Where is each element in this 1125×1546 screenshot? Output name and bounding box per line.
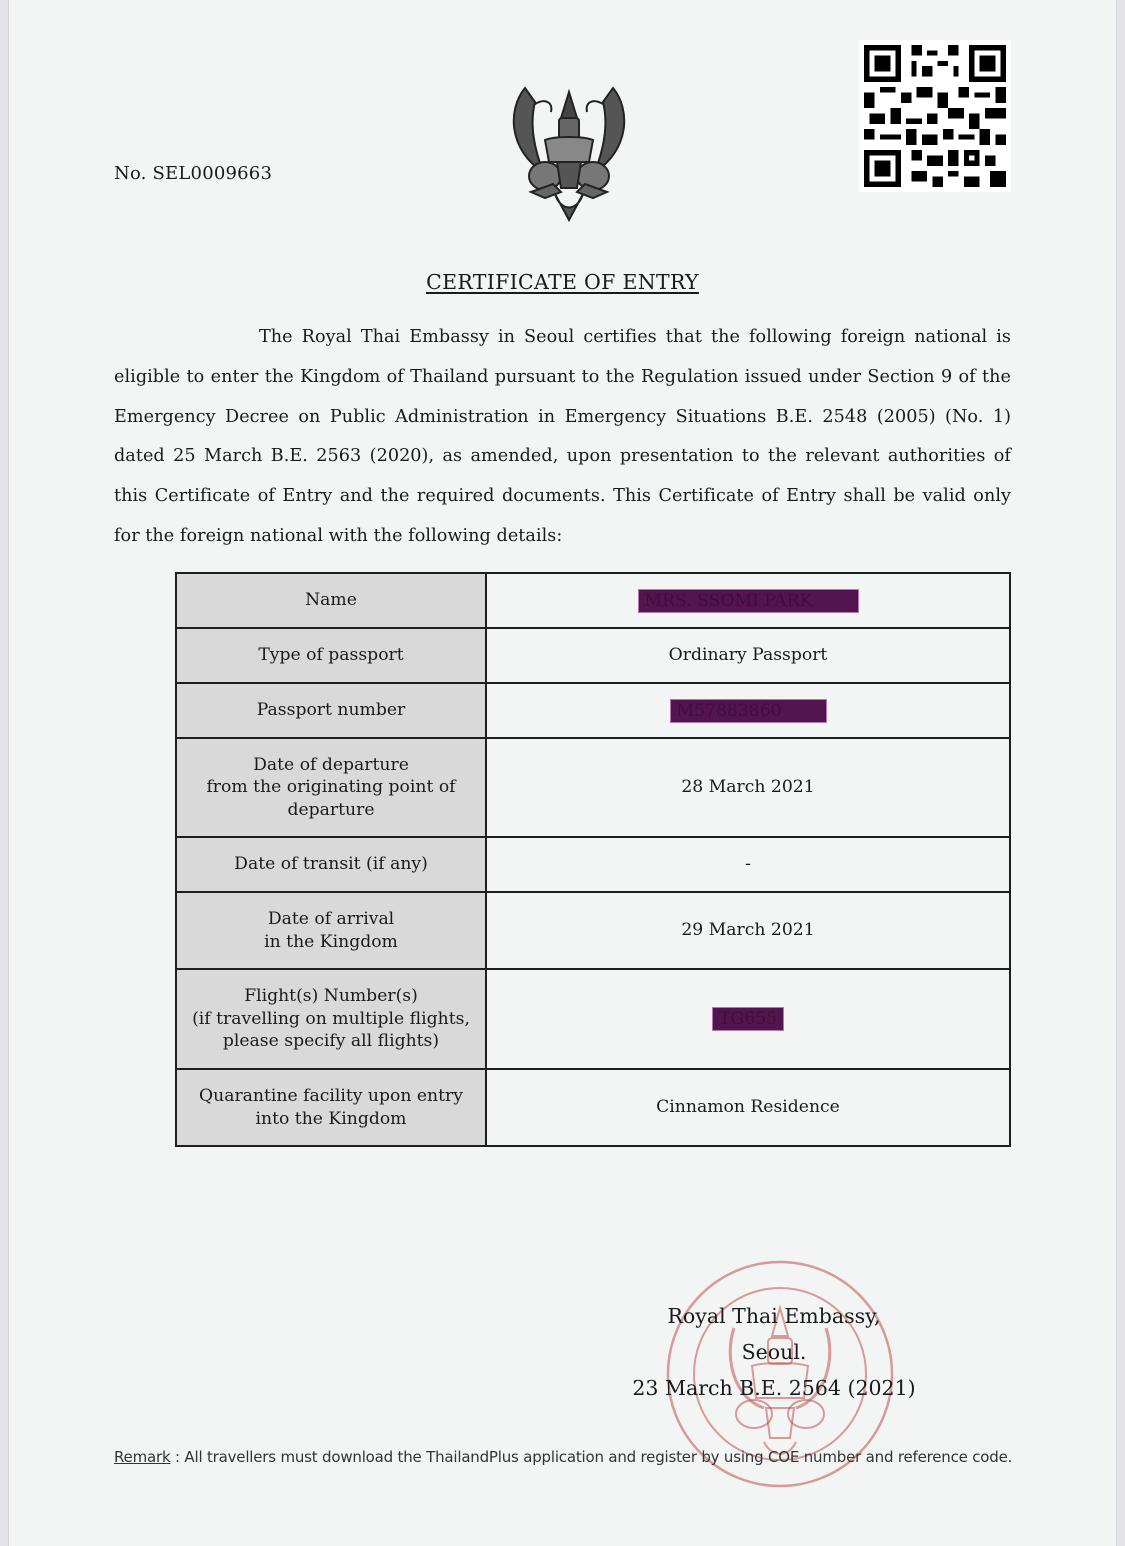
redacted-flight-number: TG655 <box>712 1007 784 1031</box>
redacted-passport-number: M57883860 <box>670 699 827 723</box>
row-value-flight-numbers <box>486 969 1010 1069</box>
table-row <box>176 573 1010 628</box>
remark-label: Remark <box>114 1448 171 1466</box>
signature-embassy: Royal Thai Embassy, <box>667 1304 881 1328</box>
row-label-passport-type: Type of passport <box>176 628 486 683</box>
row-label-flight-numbers: Flight(s) Number(s) (if travelling on multiple flights, please specify all flights) <box>176 969 486 1069</box>
garuda-emblem-icon <box>505 80 633 222</box>
row-value-name <box>486 573 1010 628</box>
row-value-quarantine: Cinnamon Residence <box>486 1069 1010 1146</box>
redacted-name: MRS. SSOMI PARK <box>638 589 859 613</box>
certificate-title: CERTIFICATE OF ENTRY <box>426 270 699 294</box>
remark-note <box>114 1448 1012 1466</box>
row-label-departure-date: Date of departure from the originating point of departure <box>176 738 486 837</box>
table-row <box>176 738 1010 837</box>
signature-city: Seoul. <box>741 1340 807 1364</box>
row-value-passport-number <box>486 683 1010 738</box>
table-row <box>176 837 1010 892</box>
row-value-passport-type: Ordinary Passport <box>486 628 1010 683</box>
signature-block <box>599 1298 949 1406</box>
document-number: No. SEL0009663 <box>114 163 273 184</box>
details-table <box>175 572 1011 1147</box>
table-row <box>176 892 1010 969</box>
remark-text: : All travellers must download the ThailandPlus application and register by using COE number and reference code. <box>170 1448 1013 1466</box>
row-label-transit-date: Date of transit (if any) <box>176 837 486 892</box>
row-label-quarantine: Quarantine facility upon entry into the Kingdom <box>176 1069 486 1146</box>
row-label-passport-number: Passport number <box>176 683 486 738</box>
row-value-arrival-date: 29 March 2021 <box>486 892 1010 969</box>
certification-paragraph: The Royal Thai Embassy in Seoul certifies that the following foreign national is eligible to enter the Kingdom of Thailand pursuant to the Regulation issued under Section 9 of the Emergency Decree on Public Administration in Emergency Situations B.E. 2548 (2005) (No. 1) dated 25 March B.E. 2563 (2020), as amended, upon presentation to the relevant authorities of this Certificate of Entry and the required documents. This Certificate of Entry shall be valid only for the foreign national with the following details: <box>114 327 1011 546</box>
certificate-page <box>8 0 1117 1546</box>
table-row <box>176 1069 1010 1146</box>
signature-date: 23 March B.E. 2564 (2021) <box>632 1376 916 1400</box>
row-label-arrival-date: Date of arrival in the Kingdom <box>176 892 486 969</box>
row-value-transit-date: - <box>486 837 1010 892</box>
table-row <box>176 969 1010 1069</box>
table-row <box>176 628 1010 683</box>
row-value-departure-date: 28 March 2021 <box>486 738 1010 837</box>
table-row <box>176 683 1010 738</box>
qr-code-icon <box>859 40 1011 192</box>
row-label-name: Name <box>176 573 486 628</box>
